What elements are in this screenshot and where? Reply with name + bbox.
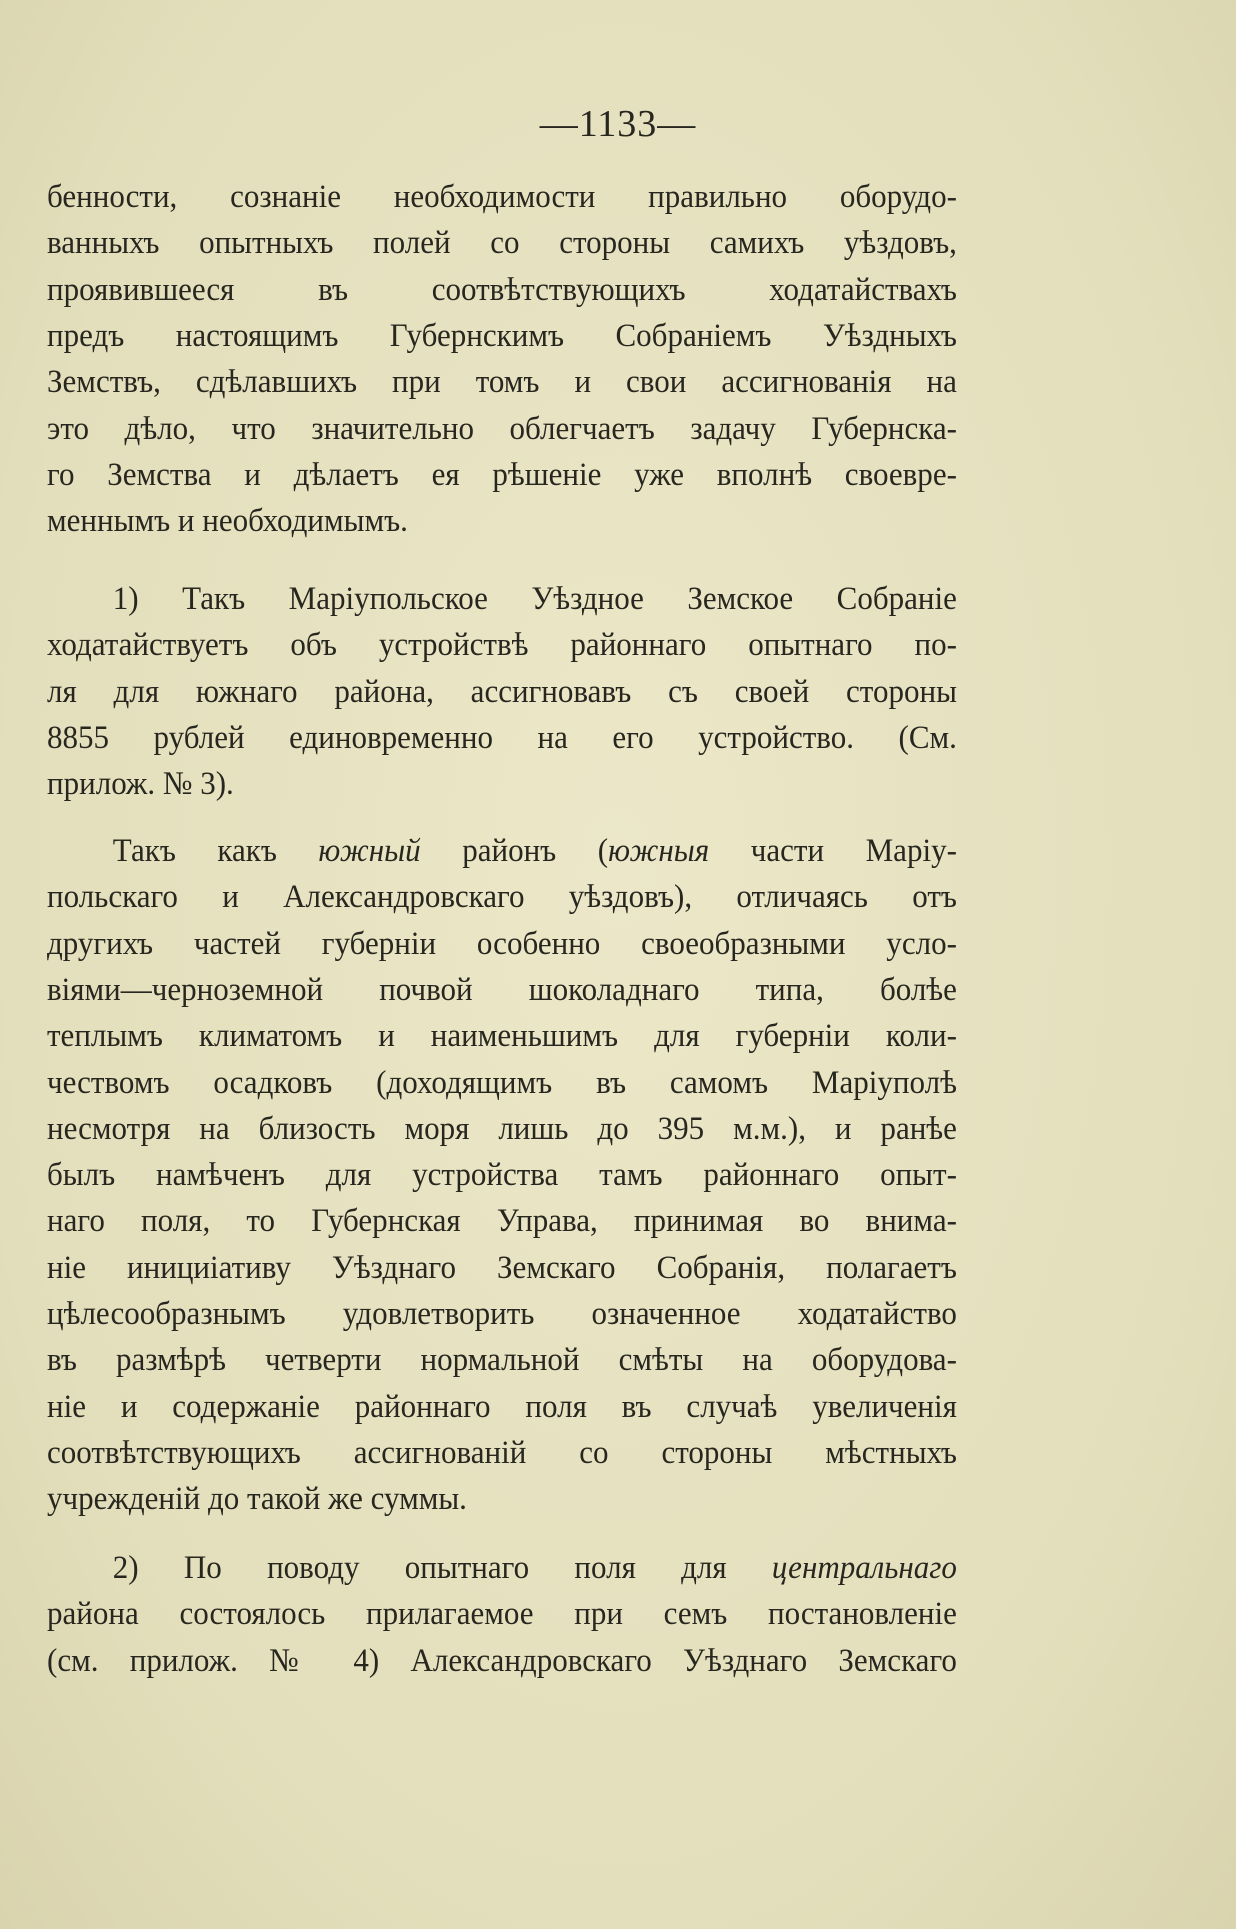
- text-line: [47, 359, 957, 405]
- text-line: [47, 1291, 957, 1337]
- text-line: [47, 622, 957, 668]
- text-line: [47, 576, 957, 622]
- text-line: [47, 1198, 957, 1244]
- text-span: соотвѣтствующихъ ассигнованій со стороны мѣстныхъ: [47, 1434, 957, 1471]
- text-span: прилож. № 3).: [47, 766, 234, 803]
- text-line: [47, 1638, 957, 1684]
- text-line: [47, 406, 957, 452]
- page-number: —1133—: [539, 103, 697, 145]
- text-line: [47, 267, 957, 313]
- text-line: [47, 313, 957, 359]
- text-span: ніе и содержаніе районнаго поля въ случаѣ увеличенія: [47, 1388, 957, 1425]
- text-line: [47, 452, 957, 498]
- text-line: [47, 828, 957, 874]
- text-line: [47, 1337, 957, 1383]
- text-line: [47, 1591, 957, 1637]
- text-line: [47, 1384, 957, 1430]
- text-span: района состоялось прилагаемое при семъ постановленіе: [47, 1596, 957, 1633]
- text-span: 2) По поводу опытнаго поля для: [112, 1550, 772, 1586]
- text-line: [47, 967, 957, 1013]
- italic-text: центральнаго: [771, 1550, 957, 1586]
- text-span: это дѣло, что значительно облегчаетъ задачу Губернска-: [47, 410, 957, 447]
- text-span: польскаго и Александровскаго уѣздовъ), отличаясь отъ: [47, 879, 957, 916]
- text-line: [47, 669, 957, 715]
- text-span: бенности, сознаніе необходимости правильно оборудо-: [47, 179, 957, 215]
- text-line: [47, 498, 957, 544]
- text-span: Такъ какъ: [112, 833, 319, 869]
- text-span: учрежденій до такой же суммы.: [47, 1481, 467, 1518]
- text-line: [47, 1476, 957, 1522]
- text-span: го Земства и дѣлаетъ ея рѣшеніе уже вполнѣ своевре-: [47, 456, 957, 493]
- text-span: віями—черноземной почвой шоколаднаго типа, болѣе: [47, 971, 957, 1008]
- text-line: [47, 1430, 957, 1476]
- text-span: предъ настоящимъ Губернскимъ Собраніемъ Уѣздныхъ: [47, 317, 957, 354]
- text-span: другихъ частей губерніи особенно своеобразными усло-: [47, 925, 957, 962]
- text-line: [47, 1545, 957, 1591]
- text-line: [47, 220, 957, 266]
- text-line: [47, 1245, 957, 1291]
- text-span: 1) Такъ Маріупольское Уѣздное Земское Собраніе: [112, 581, 957, 617]
- text-span: районъ (: [420, 833, 609, 869]
- text-span: былъ намѣченъ для устройства тамъ районнаго опыт-: [47, 1157, 957, 1194]
- text-line: [47, 761, 957, 807]
- text-span: ніе инициіативу Уѣзднаго Земскаго Собранія, полагаетъ: [47, 1249, 957, 1286]
- italic-text: южныя: [608, 833, 710, 869]
- text-span: части Маріу-: [709, 833, 957, 869]
- text-span: цѣлесообразнымъ удовлетворить означенное ходатайство: [47, 1296, 957, 1332]
- text-span: ходатайствуетъ объ устройствѣ районнаго опытнаго по-: [47, 627, 957, 664]
- text-span: 8855 рублей единовременно на его устройство. (См.: [47, 719, 957, 756]
- text-span: несмотря на близость моря лишь до 395 м.м.), и ранѣе: [47, 1110, 957, 1147]
- italic-text: южный: [318, 833, 421, 869]
- text-line: [47, 1152, 957, 1198]
- text-line: [47, 1013, 957, 1059]
- text-line: [47, 715, 957, 761]
- text-span: теплымъ климатомъ и наименьшимъ для губерніи коли-: [47, 1018, 957, 1055]
- text-span: чествомъ осадковъ (доходящимъ въ самомъ Маріуполѣ: [47, 1064, 957, 1101]
- text-span: ванныхъ опытныхъ полей со стороны самихъ уѣздовъ,: [47, 225, 957, 262]
- text-span: (см. прилож. № 4) Александровскаго Уѣзднаго Земскаго: [47, 1642, 957, 1679]
- text-span: въ размѣрѣ четверти нормальной смѣты на оборудова-: [47, 1342, 957, 1379]
- text-span: ля для южнаго района, ассигновавъ съ своей стороны: [47, 673, 957, 710]
- text-line: [47, 921, 957, 967]
- text-line: [47, 174, 957, 220]
- text-span: наго поля, то Губернская Управа, принимая во внима-: [47, 1203, 957, 1240]
- text-line: [47, 874, 957, 920]
- text-line: [47, 1106, 957, 1152]
- text-line: [47, 1060, 957, 1106]
- text-span: Земствъ, сдѣлавшихъ при томъ и свои ассигнованія на: [47, 364, 957, 401]
- text-span: проявившееся въ соотвѣтствующихъ ходатайствахъ: [47, 271, 957, 308]
- text-span: меннымъ и необходимымъ.: [47, 503, 408, 540]
